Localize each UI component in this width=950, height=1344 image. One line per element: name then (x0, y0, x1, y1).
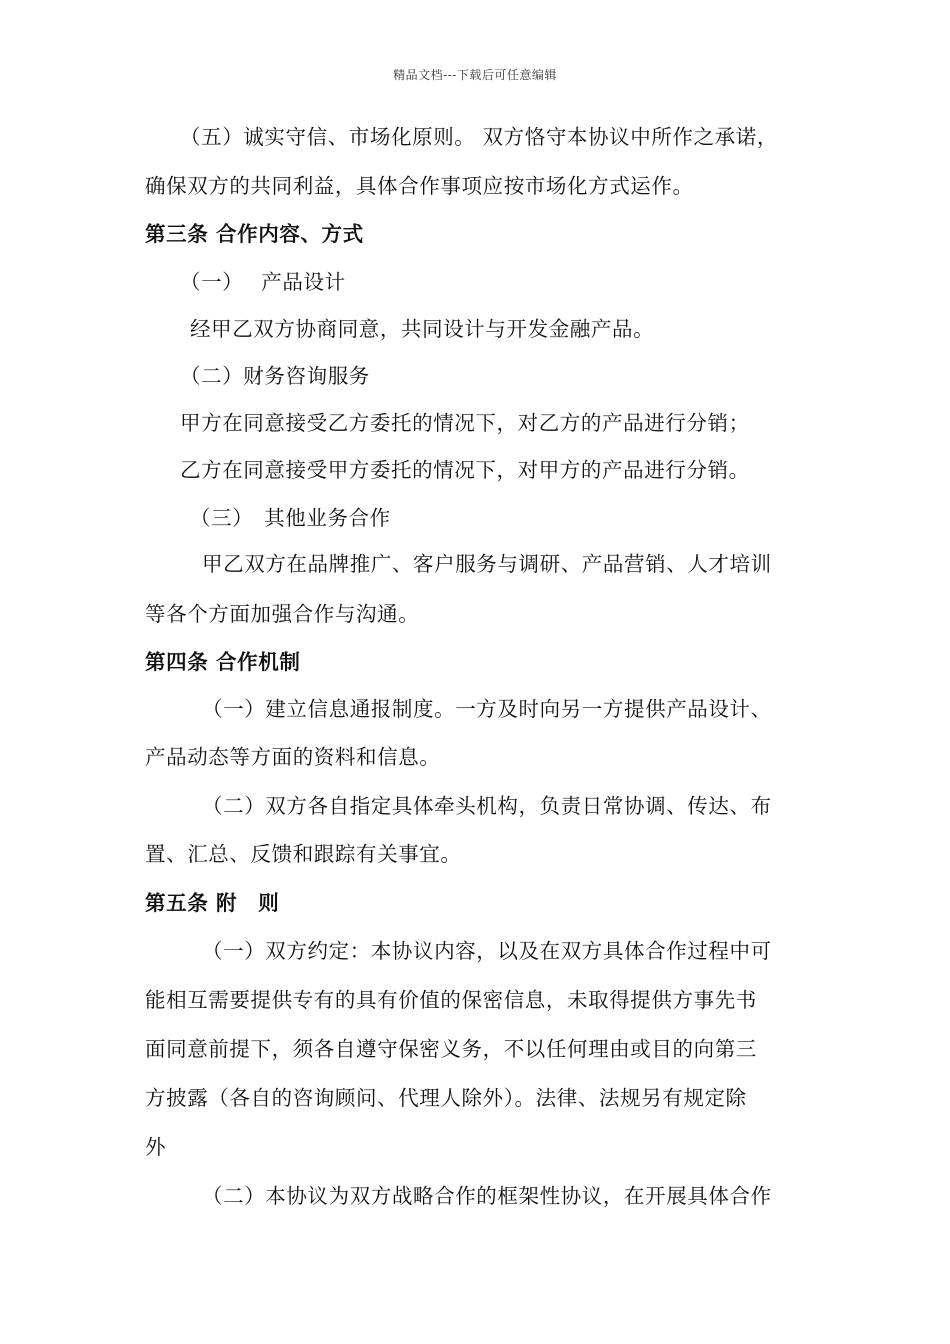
body-line: 确保双方的共同利益，具体合作事项应按市场化方式运作。 (145, 174, 694, 198)
body-line: 甲乙双方在品牌推广、客户服务与调研、产品营销、人才培训 (202, 552, 772, 576)
body-line: 等各个方面加强合作与沟通。 (145, 602, 420, 626)
subsection-title: （一） 产品设计 (180, 270, 346, 294)
section-heading: 第三条 合作内容、方式 (145, 222, 364, 246)
section-heading: 第五条 附 则 (145, 891, 280, 915)
body-line: 外 (145, 1135, 167, 1159)
body-line: 方披露（各自的咨询顾问、代理人除外）。法律、法规另有规定除 (145, 1086, 747, 1110)
body-line: （五）诚实守信、市场化原则。 双方恪守本协议中所作之承诺， (180, 125, 778, 149)
page-header: 精品文档---下载后可任意编辑 (393, 68, 557, 82)
body-line: 产品动态等方面的资料和信息。 (145, 745, 441, 769)
subsection-title: （二）财务咨询服务 (180, 364, 370, 388)
subsection-title: （三） 其他业务合作 (190, 506, 391, 530)
body-line: （二）双方各自指定具体牵头机构，负责日常协调、传达、布 (202, 794, 772, 818)
body-line: 经甲乙双方协商同意，共同设计与开发金融产品。 (190, 317, 655, 341)
body-line: （一）双方约定：本协议内容，以及在双方具体合作过程中可 (202, 939, 772, 963)
body-line: 能相互需要提供专有的具有价值的保密信息，未取得提供方事先书 (145, 988, 757, 1012)
body-line: 面同意前提下，须各自遵守保密义务，不以任何理由或目的向第三 (145, 1037, 757, 1061)
body-line: 甲方在同意接受乙方委托的情况下，对乙方的产品进行分销； (180, 411, 750, 435)
body-line: 乙方在同意接受甲方委托的情况下，对甲方的产品进行分销。 (180, 458, 750, 482)
body-line: 置、汇总、反馈和跟踪有关事宜。 (145, 842, 462, 866)
section-heading: 第四条 合作机制 (145, 650, 301, 674)
body-line: （一）建立信息通报制度。一方及时向另一方提供产品设计、 (202, 697, 772, 721)
body-line: （二）本协议为双方战略合作的框架性协议，在开展具体合作 (202, 1184, 772, 1208)
